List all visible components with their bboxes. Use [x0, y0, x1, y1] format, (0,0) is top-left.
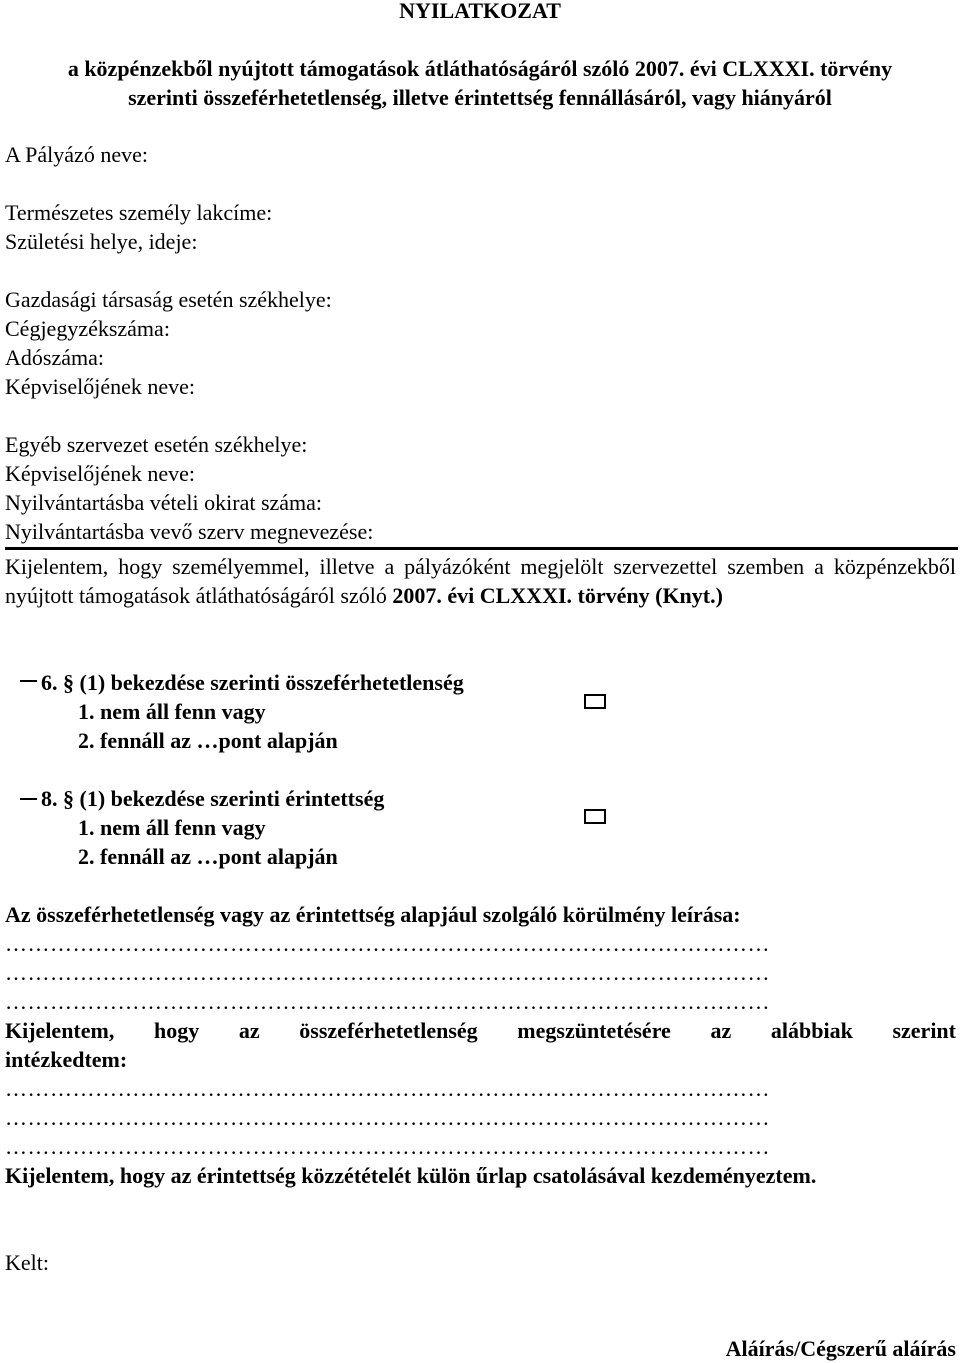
dotted-fill-line[interactable]: …………………………………………………………………………………………: [5, 989, 770, 1014]
declaration-paragraph: [5, 552, 956, 610]
company-seat-label: Gazdasági társaság esetén székhelye:: [5, 287, 332, 312]
dotted-fill-line[interactable]: …………………………………………………………………………………………: [5, 1076, 770, 1101]
section6-heading: 6. § (1) bekezdése szerinti összeférhetetlenség: [41, 670, 464, 695]
registering-body-label: Nyilvántartásba vevő szerv megnevezése:: [5, 519, 374, 544]
other-org-seat-label: Egyéb szervezet esetén székhelye:: [5, 432, 308, 457]
publication-statement: Kijelentem, hogy az érintettség közzétételét külön űrlap csatolásával kezdeményeztem.: [5, 1163, 817, 1188]
tax-number-label: Adószáma:: [5, 345, 104, 370]
section-divider: [5, 547, 958, 550]
dash-bullet: [20, 798, 37, 800]
document-title: NYILATKOZAT: [399, 0, 561, 23]
dotted-fill-line[interactable]: …………………………………………………………………………………………: [5, 931, 770, 956]
subtitle-line-1: a közpénzekből nyújtott támogatások átláthatóságáról szóló 2007. évi CLXXXI. törvény: [67, 56, 893, 81]
subtitle-line-2: szerinti összeférhetetlenség, illetve érintettség fennállásáról, vagy hiányáról: [128, 85, 832, 110]
dated-label: Kelt:: [5, 1250, 49, 1275]
section6-option-1: 1. nem áll fenn vagy: [78, 699, 266, 724]
other-org-representative-label: Képviselőjének neve:: [5, 461, 195, 486]
company-reg-number-label: Cégjegyzékszáma:: [5, 316, 170, 341]
section8-option-2: 2. fennáll az …pont alapján: [78, 844, 338, 869]
natural-person-address-label: Természetes személy lakcíme:: [5, 200, 273, 225]
birth-place-date-label: Születési helye, ideje:: [5, 229, 198, 254]
section6-option-2: 2. fennáll az …pont alapján: [78, 728, 338, 753]
declaration-text: Kijelentem, hogy személyemmel, illetve a pályázóként megjelölt szervezettel szemben a közpénzekből nyújtott támogatások átláthatóságáról szóló: [5, 554, 956, 608]
applicant-name-label: A Pályázó neve:: [5, 142, 148, 167]
section6-checkbox[interactable]: [584, 694, 606, 709]
signature-label: Aláírás/Cégszerű aláírás: [725, 1336, 956, 1361]
act-reference: 2007. évi CLXXXI. törvény (Knyt.): [392, 583, 723, 608]
measures-statement-line-1: Kijelentem, hogy az összeférhetetlenség megszüntetésére az alábbiak szerint: [5, 1018, 956, 1043]
dotted-fill-line[interactable]: …………………………………………………………………………………………: [5, 960, 770, 985]
section8-option-1: 1. nem áll fenn vagy: [78, 815, 266, 840]
circumstance-label: Az összeférhetetlenség vagy az érintettség alapjául szolgáló körülmény leírása:: [5, 902, 741, 927]
registration-doc-number-label: Nyilvántartásba vételi okirat száma:: [5, 490, 323, 515]
dash-bullet: [20, 680, 37, 682]
section8-checkbox[interactable]: [584, 809, 606, 824]
section8-heading: 8. § (1) bekezdése szerinti érintettség: [41, 786, 385, 811]
dotted-fill-line[interactable]: …………………………………………………………………………………………: [5, 1105, 770, 1130]
company-representative-label: Képviselőjének neve:: [5, 374, 195, 399]
measures-statement-line-2: intézkedtem:: [5, 1047, 128, 1072]
dotted-fill-line[interactable]: …………………………………………………………………………………………: [5, 1134, 770, 1159]
